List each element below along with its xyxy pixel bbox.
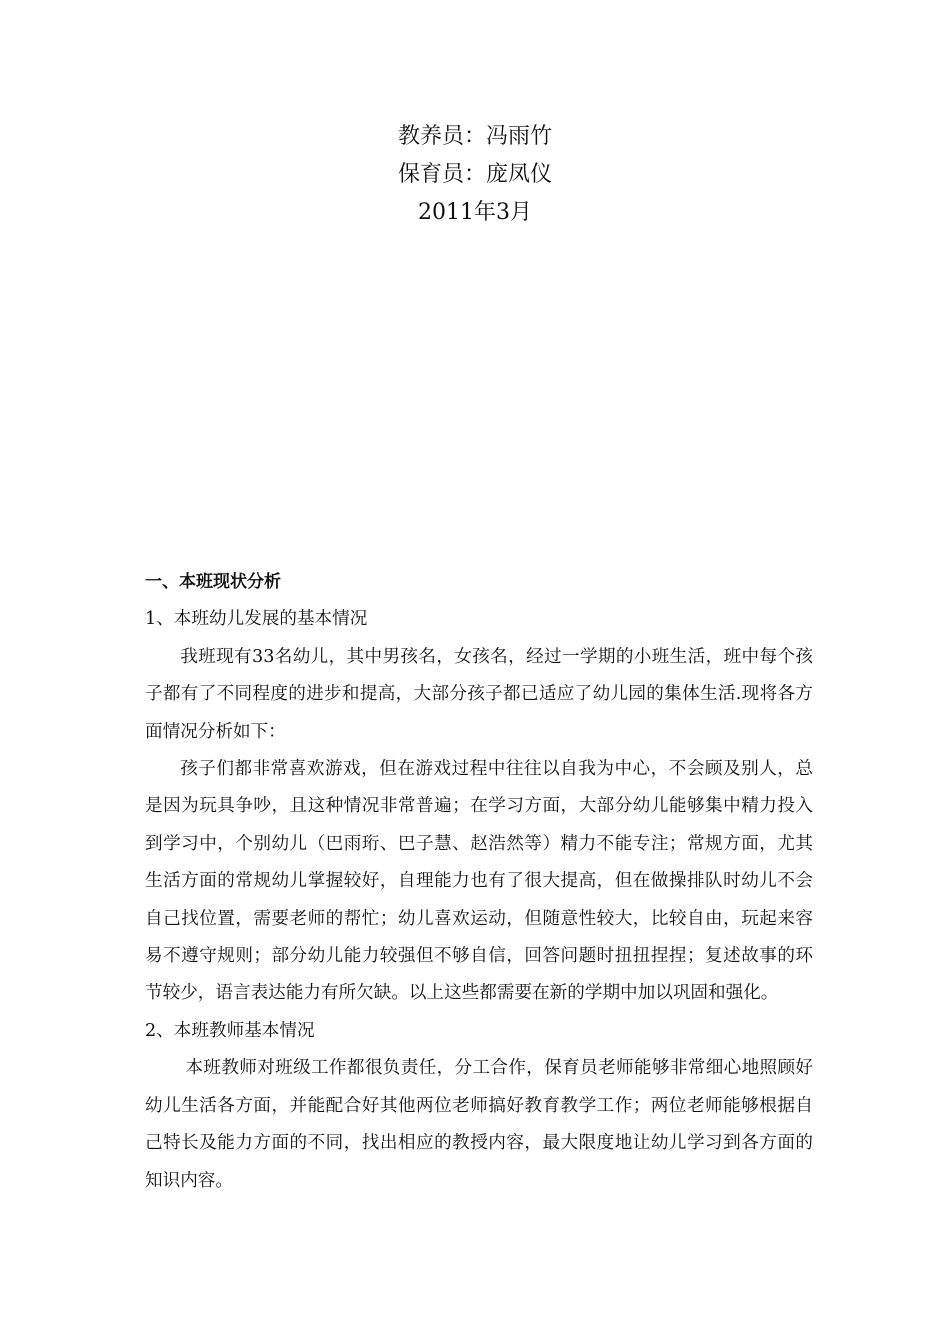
subsection-title-teachers: 2、本班教师基本情况 bbox=[145, 1020, 315, 1041]
date-line: 2011年3月 bbox=[418, 200, 532, 225]
subsection-title-children: 1、本班幼儿发展的基本情况 bbox=[145, 609, 368, 630]
paragraph-overview: 我班现有33名幼儿，其中男孩名，女孩名，经过一学期的小班生活，班中每个孩子都有了不同程度的进步和提高，大部分孩子都已适应了幼儿园的集体生活.现将各方面情况分析如下： bbox=[145, 646, 813, 742]
teacher-line: 教养员：冯雨竹 bbox=[397, 124, 552, 149]
caregiver-line: 保育员：庞凤仪 bbox=[397, 162, 552, 187]
paragraph-teachers: 本班教师对班级工作都很负责任，分工合作，保育员老师能够非常细心地照顾好幼儿生活各方面，并能配合好其他两位老师搞好教育教学工作；两位老师能够根据自己特长及能力方面的不同，找出相应的教授内容，最大限度地让幼儿学习到各方面的知识内容。 bbox=[145, 1058, 813, 1191]
cover-block bbox=[0, 118, 950, 232]
section-heading: 一、本班现状分析 bbox=[145, 572, 281, 592]
document-body bbox=[145, 564, 813, 1200]
paragraph-analysis: 孩子们都非常喜欢游戏，但在游戏过程中往往以自我为中心，不会顾及别人，总是因为玩具争吵，且这种情况非常普遍；在学习方面，大部分幼儿能够集中精力投入到学习中，个别幼儿（巴雨珩、巴子慧、赵浩然等）精力不能专注；常规方面，尤其生活方面的常规幼儿掌握较好，自理能力也有了很大提高，但在做操排队时幼儿不会自己找位置，需要老师的帮忙；幼儿喜欢运动，但随意性较大，比较自由，玩起来容易不遵守规则；部分幼儿能力较强但不够自信，回答问题时扭扭捏捏；复述故事的环节较少，语言表达能力有所欠缺。以上这些都需要在新的学期中加以巩固和强化。 bbox=[145, 759, 813, 1004]
